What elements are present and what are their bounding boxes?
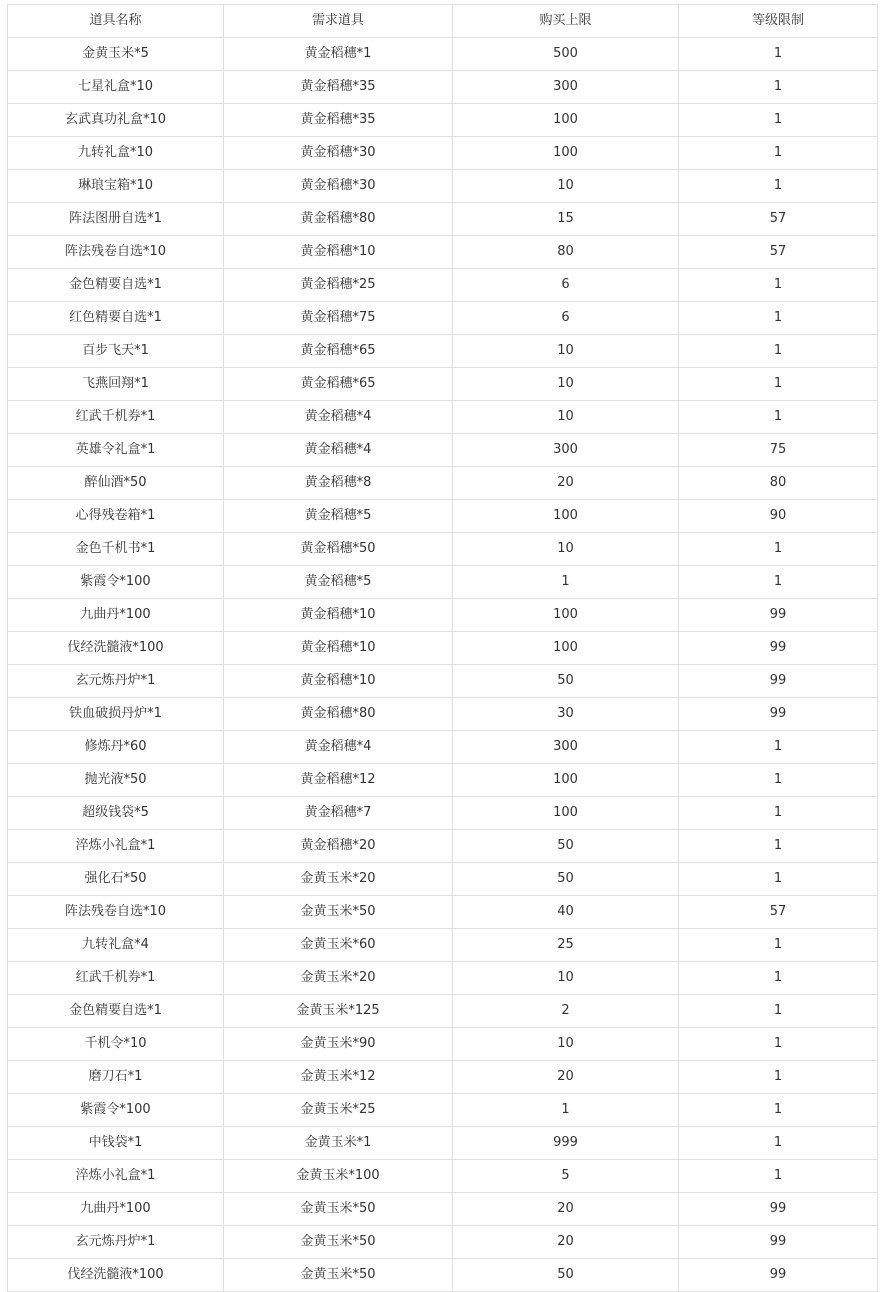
cell-purchase-limit: 50	[453, 1259, 679, 1292]
cell-required-item: 金黄玉米*50	[224, 896, 453, 929]
cell-purchase-limit: 10	[453, 1028, 679, 1061]
cell-required-item: 黄金稻穗*10	[224, 632, 453, 665]
cell-purchase-limit: 20	[453, 1226, 679, 1259]
cell-item-name: 英雄令礼盒*1	[8, 434, 224, 467]
cell-purchase-limit: 20	[453, 1061, 679, 1094]
cell-item-name: 修炼丹*60	[8, 731, 224, 764]
table-body	[8, 38, 878, 1292]
cell-required-item: 黄金稻穗*30	[224, 137, 453, 170]
table-row	[8, 1028, 878, 1061]
cell-required-item: 金黄玉米*20	[224, 863, 453, 896]
cell-required-item: 金黄玉米*50	[224, 1226, 453, 1259]
table-row	[8, 203, 878, 236]
header-purchase-limit: 购买上限	[453, 5, 679, 38]
cell-level-limit: 1	[679, 335, 878, 368]
cell-level-limit: 99	[679, 1193, 878, 1226]
cell-purchase-limit: 10	[453, 368, 679, 401]
cell-item-name: 玄元炼丹炉*1	[8, 1226, 224, 1259]
cell-level-limit: 1	[679, 1028, 878, 1061]
cell-required-item: 黄金稻穗*35	[224, 104, 453, 137]
cell-item-name: 淬炼小礼盒*1	[8, 830, 224, 863]
cell-required-item: 黄金稻穗*20	[224, 830, 453, 863]
cell-required-item: 金黄玉米*12	[224, 1061, 453, 1094]
cell-purchase-limit: 100	[453, 632, 679, 665]
table-row	[8, 467, 878, 500]
table-row	[8, 1094, 878, 1127]
cell-required-item: 黄金稻穗*80	[224, 203, 453, 236]
table-row	[8, 170, 878, 203]
cell-level-limit: 1	[679, 731, 878, 764]
table-row	[8, 830, 878, 863]
cell-item-name: 红色精要自选*1	[8, 302, 224, 335]
cell-purchase-limit: 30	[453, 698, 679, 731]
cell-level-limit: 1	[679, 1160, 878, 1193]
table-row	[8, 599, 878, 632]
cell-purchase-limit: 999	[453, 1127, 679, 1160]
cell-level-limit: 1	[679, 137, 878, 170]
cell-purchase-limit: 10	[453, 170, 679, 203]
cell-required-item: 黄金稻穗*65	[224, 335, 453, 368]
table-row	[8, 665, 878, 698]
cell-purchase-limit: 15	[453, 203, 679, 236]
cell-required-item: 金黄玉米*50	[224, 1193, 453, 1226]
cell-item-name: 铁血破损丹炉*1	[8, 698, 224, 731]
cell-level-limit: 80	[679, 467, 878, 500]
cell-level-limit: 1	[679, 269, 878, 302]
cell-level-limit: 1	[679, 38, 878, 71]
table-row	[8, 962, 878, 995]
cell-level-limit: 1	[679, 566, 878, 599]
cell-required-item: 黄金稻穗*75	[224, 302, 453, 335]
table-row	[8, 38, 878, 71]
cell-purchase-limit: 40	[453, 896, 679, 929]
cell-purchase-limit: 6	[453, 269, 679, 302]
cell-required-item: 黄金稻穗*25	[224, 269, 453, 302]
header-item-name: 道具名称	[8, 5, 224, 38]
table-row	[8, 236, 878, 269]
cell-purchase-limit: 100	[453, 137, 679, 170]
cell-purchase-limit: 300	[453, 434, 679, 467]
exchange-table	[7, 4, 878, 1292]
cell-required-item: 黄金稻穗*1	[224, 38, 453, 71]
cell-level-limit: 1	[679, 797, 878, 830]
cell-purchase-limit: 10	[453, 533, 679, 566]
cell-purchase-limit: 10	[453, 335, 679, 368]
cell-item-name: 金黄玉米*5	[8, 38, 224, 71]
cell-purchase-limit: 300	[453, 731, 679, 764]
cell-item-name: 金色精要自选*1	[8, 995, 224, 1028]
table-header-row	[8, 5, 878, 38]
cell-required-item: 黄金稻穗*35	[224, 71, 453, 104]
cell-level-limit: 99	[679, 632, 878, 665]
cell-required-item: 金黄玉米*125	[224, 995, 453, 1028]
table-row	[8, 1226, 878, 1259]
cell-item-name: 千机令*10	[8, 1028, 224, 1061]
cell-level-limit: 1	[679, 995, 878, 1028]
cell-level-limit: 1	[679, 830, 878, 863]
table-row	[8, 71, 878, 104]
cell-level-limit: 99	[679, 599, 878, 632]
cell-item-name: 心得残卷箱*1	[8, 500, 224, 533]
table-row	[8, 929, 878, 962]
cell-item-name: 伐经洗髓液*100	[8, 1259, 224, 1292]
cell-item-name: 飞燕回翔*1	[8, 368, 224, 401]
cell-purchase-limit: 10	[453, 962, 679, 995]
cell-purchase-limit: 2	[453, 995, 679, 1028]
table-row	[8, 1193, 878, 1226]
table-row	[8, 764, 878, 797]
cell-item-name: 九转礼盒*10	[8, 137, 224, 170]
cell-level-limit: 75	[679, 434, 878, 467]
cell-purchase-limit: 50	[453, 830, 679, 863]
cell-level-limit: 99	[679, 698, 878, 731]
table-row	[8, 698, 878, 731]
cell-level-limit: 57	[679, 896, 878, 929]
cell-item-name: 金色精要自选*1	[8, 269, 224, 302]
table-row	[8, 1061, 878, 1094]
cell-level-limit: 1	[679, 863, 878, 896]
cell-level-limit: 1	[679, 104, 878, 137]
cell-item-name: 琳琅宝箱*10	[8, 170, 224, 203]
cell-required-item: 金黄玉米*1	[224, 1127, 453, 1160]
cell-purchase-limit: 6	[453, 302, 679, 335]
cell-item-name: 红武千机券*1	[8, 962, 224, 995]
cell-level-limit: 99	[679, 665, 878, 698]
cell-level-limit: 90	[679, 500, 878, 533]
cell-purchase-limit: 20	[453, 1193, 679, 1226]
table-row	[8, 632, 878, 665]
table-row	[8, 797, 878, 830]
table-row	[8, 137, 878, 170]
cell-level-limit: 1	[679, 1094, 878, 1127]
cell-required-item: 黄金稻穗*5	[224, 500, 453, 533]
cell-purchase-limit: 10	[453, 401, 679, 434]
cell-purchase-limit: 100	[453, 764, 679, 797]
cell-required-item: 金黄玉米*90	[224, 1028, 453, 1061]
table-row	[8, 1259, 878, 1292]
cell-item-name: 百步飞天*1	[8, 335, 224, 368]
cell-item-name: 玄元炼丹炉*1	[8, 665, 224, 698]
header-required-item: 需求道具	[224, 5, 453, 38]
cell-item-name: 红武千机券*1	[8, 401, 224, 434]
cell-required-item: 金黄玉米*20	[224, 962, 453, 995]
cell-purchase-limit: 100	[453, 104, 679, 137]
table-row	[8, 1127, 878, 1160]
table-row	[8, 731, 878, 764]
cell-level-limit: 57	[679, 203, 878, 236]
table-row	[8, 896, 878, 929]
cell-purchase-limit: 500	[453, 38, 679, 71]
table-row	[8, 1160, 878, 1193]
cell-item-name: 九曲丹*100	[8, 599, 224, 632]
cell-purchase-limit: 100	[453, 599, 679, 632]
cell-purchase-limit: 1	[453, 566, 679, 599]
cell-required-item: 黄金稻穗*10	[224, 665, 453, 698]
cell-item-name: 玄武真功礼盒*10	[8, 104, 224, 137]
cell-purchase-limit: 300	[453, 71, 679, 104]
cell-required-item: 金黄玉米*100	[224, 1160, 453, 1193]
cell-required-item: 金黄玉米*50	[224, 1259, 453, 1292]
cell-item-name: 阵法残卷自选*10	[8, 896, 224, 929]
cell-level-limit: 57	[679, 236, 878, 269]
cell-required-item: 黄金稻穗*65	[224, 368, 453, 401]
table-row	[8, 500, 878, 533]
table-row	[8, 995, 878, 1028]
cell-item-name: 中钱袋*1	[8, 1127, 224, 1160]
table-row	[8, 269, 878, 302]
cell-purchase-limit: 5	[453, 1160, 679, 1193]
cell-item-name: 紫霞令*100	[8, 1094, 224, 1127]
cell-item-name: 抛光液*50	[8, 764, 224, 797]
cell-level-limit: 1	[679, 302, 878, 335]
cell-required-item: 黄金稻穗*8	[224, 467, 453, 500]
cell-purchase-limit: 80	[453, 236, 679, 269]
cell-purchase-limit: 100	[453, 797, 679, 830]
cell-item-name: 超级钱袋*5	[8, 797, 224, 830]
table-row	[8, 863, 878, 896]
cell-required-item: 黄金稻穗*30	[224, 170, 453, 203]
cell-level-limit: 1	[679, 71, 878, 104]
table-row	[8, 566, 878, 599]
table-row	[8, 533, 878, 566]
cell-required-item: 黄金稻穗*10	[224, 236, 453, 269]
table-row	[8, 368, 878, 401]
cell-level-limit: 1	[679, 1061, 878, 1094]
cell-required-item: 黄金稻穗*4	[224, 401, 453, 434]
cell-required-item: 黄金稻穗*80	[224, 698, 453, 731]
cell-level-limit: 1	[679, 764, 878, 797]
cell-item-name: 阵法残卷自选*10	[8, 236, 224, 269]
cell-required-item: 黄金稻穗*4	[224, 731, 453, 764]
cell-level-limit: 1	[679, 962, 878, 995]
cell-required-item: 黄金稻穗*50	[224, 533, 453, 566]
cell-purchase-limit: 50	[453, 863, 679, 896]
table-row	[8, 302, 878, 335]
cell-required-item: 黄金稻穗*10	[224, 599, 453, 632]
cell-level-limit: 1	[679, 368, 878, 401]
cell-purchase-limit: 25	[453, 929, 679, 962]
cell-item-name: 九转礼盒*4	[8, 929, 224, 962]
cell-required-item: 黄金稻穗*12	[224, 764, 453, 797]
cell-purchase-limit: 100	[453, 500, 679, 533]
cell-required-item: 黄金稻穗*5	[224, 566, 453, 599]
cell-item-name: 九曲丹*100	[8, 1193, 224, 1226]
cell-level-limit: 1	[679, 1127, 878, 1160]
cell-purchase-limit: 20	[453, 467, 679, 500]
cell-required-item: 黄金稻穗*4	[224, 434, 453, 467]
cell-item-name: 金色千机书*1	[8, 533, 224, 566]
cell-item-name: 磨刀石*1	[8, 1061, 224, 1094]
cell-required-item: 金黄玉米*60	[224, 929, 453, 962]
cell-item-name: 紫霞令*100	[8, 566, 224, 599]
cell-item-name: 醉仙酒*50	[8, 467, 224, 500]
table-row	[8, 335, 878, 368]
cell-purchase-limit: 50	[453, 665, 679, 698]
exchange-table-container	[7, 4, 877, 1292]
header-level-limit: 等级限制	[679, 5, 878, 38]
cell-item-name: 七星礼盒*10	[8, 71, 224, 104]
cell-level-limit: 1	[679, 170, 878, 203]
cell-item-name: 阵法图册自选*1	[8, 203, 224, 236]
cell-level-limit: 99	[679, 1259, 878, 1292]
cell-level-limit: 99	[679, 1226, 878, 1259]
table-row	[8, 401, 878, 434]
cell-level-limit: 1	[679, 929, 878, 962]
cell-required-item: 金黄玉米*25	[224, 1094, 453, 1127]
cell-level-limit: 1	[679, 533, 878, 566]
cell-purchase-limit: 1	[453, 1094, 679, 1127]
cell-level-limit: 1	[679, 401, 878, 434]
cell-item-name: 强化石*50	[8, 863, 224, 896]
cell-item-name: 淬炼小礼盒*1	[8, 1160, 224, 1193]
cell-required-item: 黄金稻穗*7	[224, 797, 453, 830]
table-row	[8, 104, 878, 137]
table-row	[8, 434, 878, 467]
cell-item-name: 伐经洗髓液*100	[8, 632, 224, 665]
